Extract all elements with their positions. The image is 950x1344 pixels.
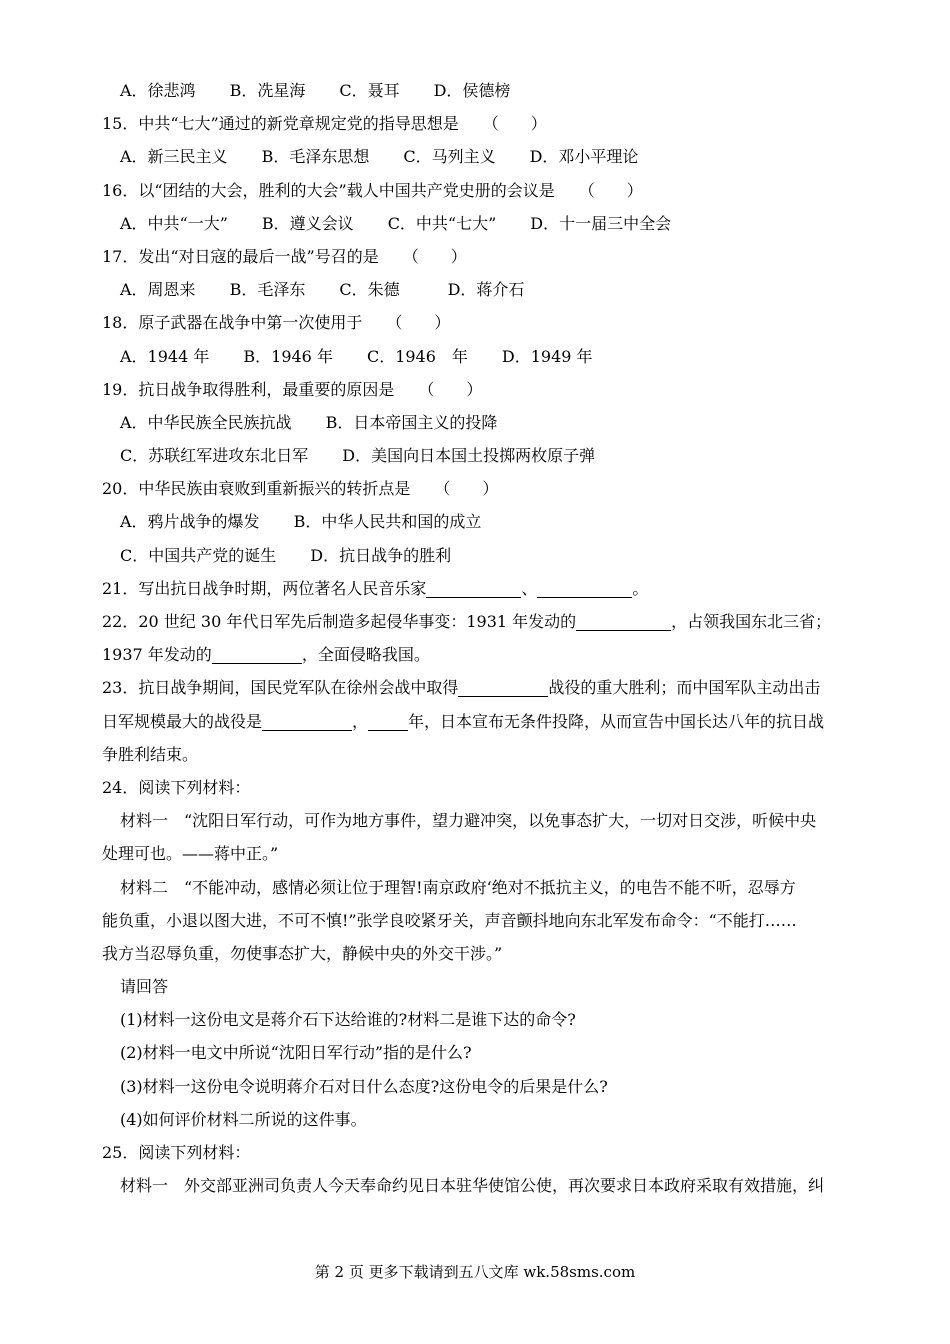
sub-question: (4)如何评价材料二所说的这件事。: [120, 1109, 367, 1129]
material-line: 能负重，小退以图大进，不可不慎!”张学良咬紧牙关，声音颤抖地向东北军发布命令：“不能打……: [102, 910, 797, 930]
option: A．1944 年: [120, 346, 210, 366]
q19-options-row1: [120, 406, 860, 439]
material-line: 材料二 “不能冲动，感情必须让位于理智!南京政府‘绝对不抵抗主义，的电告不能不听，忍辱方: [120, 877, 796, 897]
answer-blank[interactable]: [426, 577, 521, 598]
option: B．冼星海: [229, 81, 306, 100]
q23-line-2: [102, 705, 860, 738]
option: D．抗日战争的胜利: [310, 545, 452, 565]
q23-line-1: [102, 671, 860, 704]
option: A．中共“一大”: [120, 213, 228, 233]
option: C．马列主义: [403, 147, 496, 167]
option: D．邓小平理论: [529, 147, 639, 167]
material-line: 材料一 外交部亚洲司负责人今天奉命约见日本驻华使馆公使，再次要求日本政府采取有效措施，纠: [120, 1176, 825, 1196]
option: B．遵义会议: [261, 213, 354, 233]
sub-question: (1)材料一这份电文是蒋介石下达给谁的?材料二是谁下达的命令?: [120, 1010, 576, 1030]
q23-text: 日军规模最大的战役是: [102, 711, 263, 731]
question-stem: 16．以“团结的大会，胜利的大会”载人中国共产党史册的会议是 （ ）: [102, 180, 643, 200]
answer-blank[interactable]: [368, 710, 408, 731]
option: C．聂耳: [339, 81, 400, 100]
q23-text: 战役的重大胜利；而中国军队主动出击: [548, 678, 821, 698]
q23-text: 23．抗日战争期间，国民党军队在徐州会战中取得: [102, 678, 459, 698]
q17-options: [120, 273, 860, 306]
q22-line-2: [102, 638, 860, 671]
option: A．新三民主义: [120, 147, 228, 167]
material-line: 材料一 “沈阳日军行动，可作为地方事件，望力避冲突，以免事态扩大，一切对日交涉，听候中央: [120, 811, 817, 831]
q20-options-row2: [120, 539, 860, 572]
question-stem: 15．中共“七大”通过的新党章规定党的指导思想是 （ ）: [102, 114, 547, 134]
q22-line-1: [102, 605, 860, 638]
sub-question: (2)材料一电文中所说“沈阳日军行动”指的是什么?: [120, 1043, 472, 1063]
option: C．中共“七大”: [387, 213, 497, 233]
answer-blank[interactable]: [458, 676, 548, 697]
option: D．侯德榜: [433, 81, 511, 100]
q16-options: [120, 207, 860, 240]
option: B．日本帝国主义的投降: [325, 412, 498, 432]
option: A．鸦片战争的爆发: [120, 512, 260, 532]
q23-line-3: 争胜利结束。: [102, 744, 199, 764]
answer-blank[interactable]: [212, 643, 302, 664]
option: B．1946 年: [243, 346, 333, 366]
question-stem: 20．中华民族由衰败到重新振兴的转折点是 （ ）: [102, 479, 499, 499]
exam-page-content: [102, 74, 860, 1202]
option: A．周恩来: [120, 280, 196, 300]
q18-options: [120, 340, 860, 373]
option: C．苏联红军进攻东北日军: [120, 446, 309, 466]
q15-options: [120, 140, 860, 173]
option: C．中国共产党的诞生: [120, 545, 277, 565]
option: B．毛泽东: [229, 280, 306, 300]
option: A．中华民族全民族抗战: [120, 412, 292, 432]
answer-blank[interactable]: [262, 710, 352, 731]
option: C．1946 年: [366, 346, 468, 366]
q22-text: ，占领我国东北三省；: [671, 612, 832, 631]
material-line: 处理可也。——蒋中正。”: [102, 844, 279, 864]
q22-text: 1937 年发动的: [102, 645, 212, 665]
q14-options: [120, 74, 860, 107]
page-footer: 第 2 页 更多下载请到五八文库 wk.58sms.com: [314, 1263, 636, 1281]
option: D．美国向日本国土投掷两枚原子弹: [342, 446, 596, 466]
q21-sep: 、: [521, 578, 538, 598]
q22-text: 22．20 世纪 30 年代日军先后制造多起侵华事变：1931 年发动的: [102, 612, 577, 631]
question-stem: 18．原子武器在战争中第一次使用于 （ ）: [102, 313, 451, 333]
question-stem: 25．阅读下列材料：: [102, 1143, 251, 1162]
answer-blank[interactable]: [576, 610, 671, 631]
answer-blank[interactable]: [537, 577, 632, 598]
q21-text: 21．写出抗日战争时期，两位著名人民音乐家: [102, 578, 427, 598]
option: B．中华人民共和国的成立: [293, 512, 482, 532]
question-stem: 17．发出“对日寇的最后一战”号召的是 （ ）: [102, 246, 467, 266]
option: D．十一届三中全会: [530, 213, 672, 233]
q23-text: ，: [352, 711, 369, 731]
q23-text: 年，日本宣布无条件投降，从而宣告中国长达八年的抗日战: [408, 711, 825, 731]
ask-label: 请回答: [120, 977, 169, 997]
option: D．蒋介石: [447, 280, 525, 300]
q20-options-row1: [120, 505, 860, 538]
option: C．朱德: [339, 280, 400, 300]
option: D．1949 年: [501, 346, 593, 366]
q21-end: 。: [632, 578, 649, 598]
question-stem: 19．抗日战争取得胜利，最重要的原因是 （ ）: [102, 379, 483, 399]
q22-text: ，全面侵略我国。: [301, 645, 430, 665]
sub-question: (3)材料一这份电令说明蒋介石对日什么态度?这份电令的后果是什么?: [120, 1076, 608, 1096]
q21-line: [102, 572, 860, 605]
option: B．毛泽东思想: [261, 147, 370, 167]
question-stem: 24．阅读下列材料：: [102, 777, 251, 797]
option: A．徐悲鸿: [120, 81, 196, 100]
q19-options-row2: [120, 439, 860, 472]
material-line: 我方当忍辱负重，勿使事态扩大，静候中央的外交干涉。”: [102, 943, 503, 963]
